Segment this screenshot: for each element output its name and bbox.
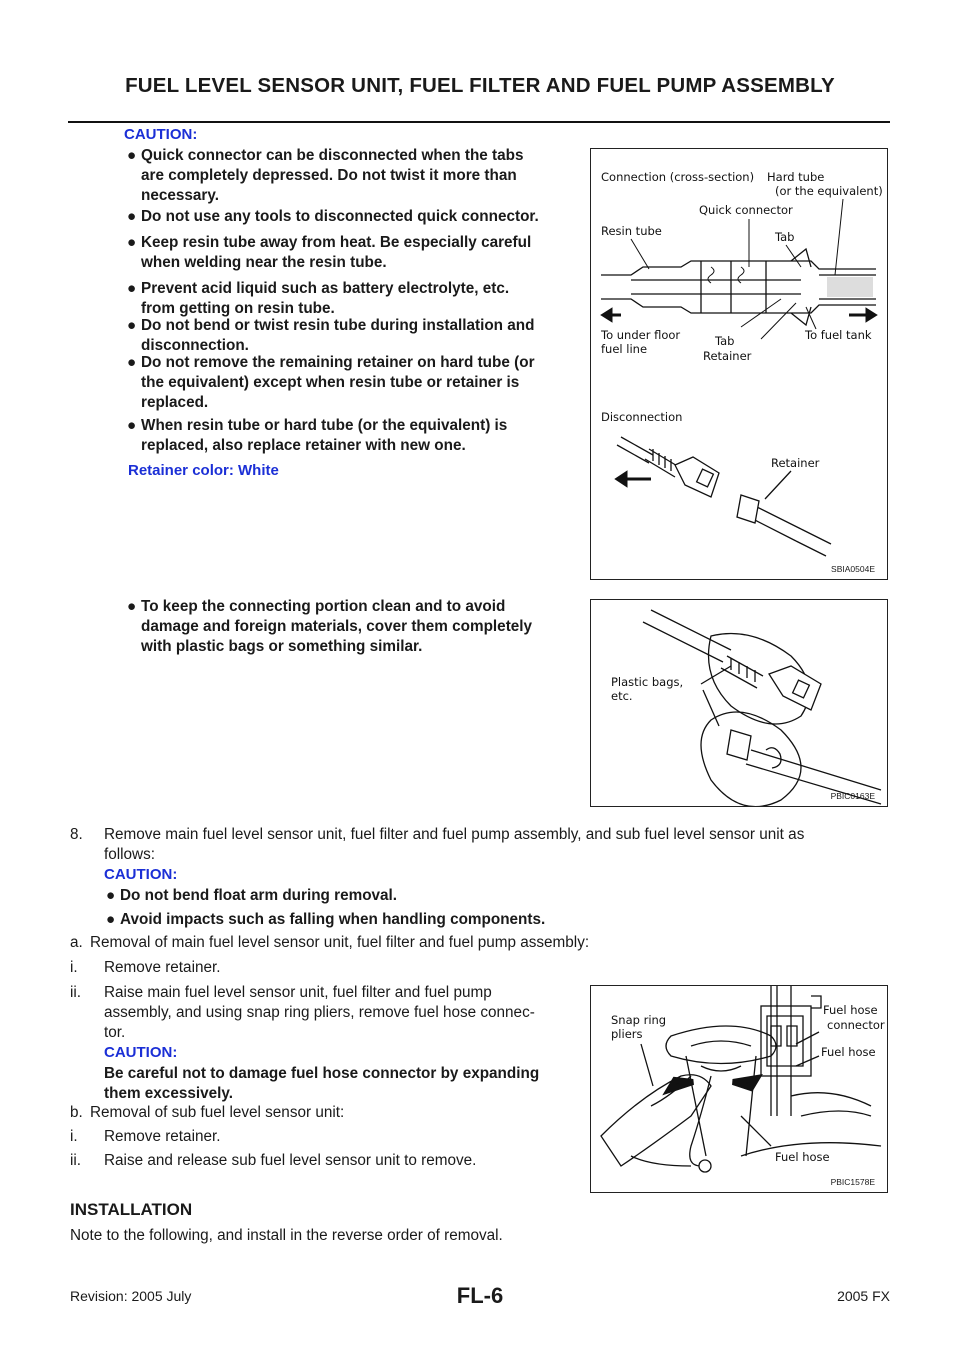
figure-code: SBIA0504E	[831, 564, 875, 574]
step-8-bullet-1: ● Do not bend float arm during removal.	[106, 887, 398, 904]
label-tab-bottom: Tab	[715, 334, 735, 348]
label-snap-ring-2: pliers	[611, 1027, 643, 1041]
caution-bullet-3: ● Keep resin tube away from heat. Be especially careful when welding near the resin tube.	[127, 234, 532, 271]
step-b-number: b.	[70, 1104, 83, 1121]
step-a-ii-number: ii.	[70, 984, 82, 1001]
label-to-fuel-tank: To fuel tank	[805, 328, 872, 342]
installation-text: Note to the following, and install in the reverse order of removal.	[70, 1227, 503, 1244]
caution-bullet-1: ● Quick connector can be disconnected when the tabs are completely depressed. Do not twist it more than necessary.	[127, 147, 524, 204]
footer-revision: Revision: 2005 July	[70, 1288, 192, 1304]
bullet-dot: ●	[127, 147, 137, 164]
retainer-color-note: Retainer color: White	[128, 462, 279, 479]
bullet-dot: ●	[106, 887, 116, 904]
label-hard-tube: Hard tube	[767, 170, 825, 184]
figure-quick-connector	[590, 148, 888, 580]
bullet-dot: ●	[127, 208, 137, 225]
caution-bullet-4: ● Prevent acid liquid such as battery electrolyte, etc. from getting on resin tube.	[127, 280, 510, 317]
label-fuel-hose-right: Fuel hose	[821, 1045, 876, 1059]
bullet-dot: ●	[127, 354, 137, 371]
step-b-i-number: i.	[70, 1128, 78, 1145]
figure-code: PBIC1578E	[830, 1177, 875, 1187]
installation-heading: INSTALLATION	[70, 1200, 193, 1219]
bullet-dot: ●	[127, 234, 137, 251]
step-a-ii-caution-text: Be careful not to damage fuel hose connector by expanding them excessively.	[104, 1065, 540, 1102]
label-connection: Connection (cross-section)	[601, 170, 755, 184]
bullet-dot: ●	[127, 598, 137, 615]
caution-label: CAUTION:	[124, 126, 198, 143]
header-rule	[68, 121, 890, 123]
label-under-floor-2: fuel line	[601, 342, 648, 356]
label-snap-ring-1: Snap ring	[611, 1013, 667, 1027]
label-resin-tube: Resin tube	[601, 224, 662, 238]
bullet-dot: ●	[127, 280, 137, 297]
label-equivalent: (or the equivalent)	[775, 184, 883, 198]
bullet-dot: ●	[106, 911, 116, 928]
step-8-bullet-2: ● Avoid impacts such as falling when handling components.	[106, 911, 546, 928]
caution-bullet-2: ● Do not use any tools to disconnected quick connector.	[127, 208, 539, 225]
step-b-text: Removal of sub fuel level sensor unit:	[90, 1104, 345, 1121]
label-under-floor-1: To under floor	[601, 328, 681, 342]
label-fuel-hose-connector-2: connector	[827, 1018, 885, 1032]
figure-snap-ring-pliers	[590, 985, 888, 1193]
figure-plastic-bags	[590, 599, 888, 807]
label-retainer-2: Retainer	[771, 456, 820, 470]
footer-model: 2005 FX	[837, 1288, 890, 1304]
bullet-dot: ●	[127, 417, 137, 434]
label-retainer: Retainer	[703, 349, 752, 363]
step-b-ii-text: Raise and release sub fuel level sensor unit to remove.	[104, 1152, 477, 1169]
step-b-ii-number: ii.	[70, 1152, 82, 1169]
step-a-i-text: Remove retainer.	[104, 959, 221, 976]
step-8-number: 8.	[70, 826, 83, 843]
step-a-text: Removal of main fuel level sensor unit, fuel filter and fuel pump assembly:	[90, 934, 590, 951]
label-plastic-bags-1: Plastic bags,	[611, 675, 684, 689]
caution-bullet-5: ● Do not bend or twist resin tube during installation and disconnection.	[127, 317, 535, 354]
label-fuel-hose-connector-1: Fuel hose	[823, 1003, 878, 1017]
step-a-number: a.	[70, 934, 83, 951]
label-tab-top: Tab	[775, 230, 795, 244]
step-a-i-number: i.	[70, 959, 78, 976]
snap-ring-pliers-diagram	[591, 986, 887, 1192]
quick-connector-diagram	[591, 149, 887, 579]
caution-bullet-last: ● To keep the connecting portion clean and to avoid damage and foreign materials, cover them completely with plastic bags or something similar.	[127, 598, 533, 655]
step-8-caution-label: CAUTION:	[104, 866, 178, 883]
step-b-i-text: Remove retainer.	[104, 1128, 221, 1145]
label-disconnection: Disconnection	[601, 410, 683, 424]
label-quick-connector: Quick connector	[699, 203, 793, 217]
bullet-dot: ●	[127, 317, 137, 334]
caution-bullet-7: ● When resin tube or hard tube (or the equivalent) is replaced, also replace retainer with new one.	[127, 417, 508, 454]
label-plastic-bags-2: etc.	[611, 689, 633, 703]
label-fuel-hose-bottom: Fuel hose	[775, 1150, 830, 1164]
caution-bullet-6: ● Do not remove the remaining retainer on hard tube (or the equivalent) except when resin tube or retainer is replaced.	[127, 354, 535, 411]
plastic-bags-diagram	[591, 600, 887, 806]
step-8-text: Remove main fuel level sensor unit, fuel filter and fuel pump assembly, and sub fuel level sensor unit as follows:	[104, 826, 805, 863]
figure-code: PBIC0163E	[830, 791, 875, 801]
step-a-ii-text: Raise main fuel level sensor unit, fuel filter and fuel pump assembly, and using snap ring pliers, remove fuel hose connec- tor.	[104, 984, 535, 1041]
step-a-ii-caution-label: CAUTION:	[104, 1044, 178, 1061]
footer-page-number: FL-6	[456, 1283, 504, 1308]
page-header-title: FUEL LEVEL SENSOR UNIT, FUEL FILTER AND FUEL PUMP ASSEMBLY	[125, 74, 835, 97]
